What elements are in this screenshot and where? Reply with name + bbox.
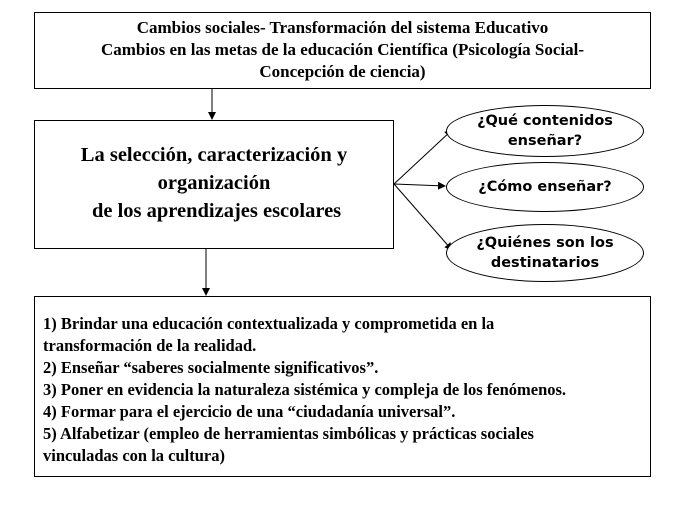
question-how-teach: [446, 162, 644, 212]
goal-line: 4) Formar para el ejercicio de una “ciudadanía universal”.: [43, 402, 456, 421]
social-changes-line: Concepción de ciencia): [259, 62, 426, 81]
question-line: ¿Quiénes son los: [476, 235, 614, 251]
goal-line: 1) Brindar una educación contextualizada y comprometida en la: [43, 314, 495, 333]
social-changes-box: [34, 12, 651, 89]
learning-selection-line: de los aprendizajes escolares: [86, 200, 342, 222]
goal-line: vinculadas con la cultura): [43, 446, 225, 465]
goal-line: 5) Alfabetizar (empleo de herramientas simbólicas y prácticas sociales: [43, 424, 534, 443]
goal-line: 2) Enseñar “saberes socialmente significativos”.: [43, 358, 379, 377]
question-line: ¿Cómo enseñar?: [478, 179, 612, 195]
question-line: ¿Qué contenidos: [477, 113, 613, 129]
goal-line: transformación de la realidad.: [43, 336, 257, 355]
learning-selection-line: organización: [157, 172, 271, 194]
goal-line: 3) Poner en evidencia la naturaleza sistémica y compleja de los fenómenos.: [43, 380, 567, 399]
arrow-center-to-question-3: [394, 184, 452, 250]
question-line: destinatarios: [490, 255, 600, 271]
learning-selection-line: La selección, caracterización y: [80, 144, 348, 166]
goals-list-box: [34, 296, 651, 477]
arrow-center-to-question-2: [394, 184, 445, 186]
question-line: enseñar?: [507, 133, 583, 149]
learning-selection-box: [34, 120, 394, 249]
question-who-recipients: [446, 224, 644, 282]
question-what-content: [446, 105, 644, 157]
arrow-center-to-question-1: [394, 130, 452, 184]
social-changes-line: Cambios sociales- Transformación del sistema Educativo: [136, 18, 549, 37]
social-changes-line: Cambios en las metas de la educación Científica (Psicología Social-: [100, 40, 585, 59]
